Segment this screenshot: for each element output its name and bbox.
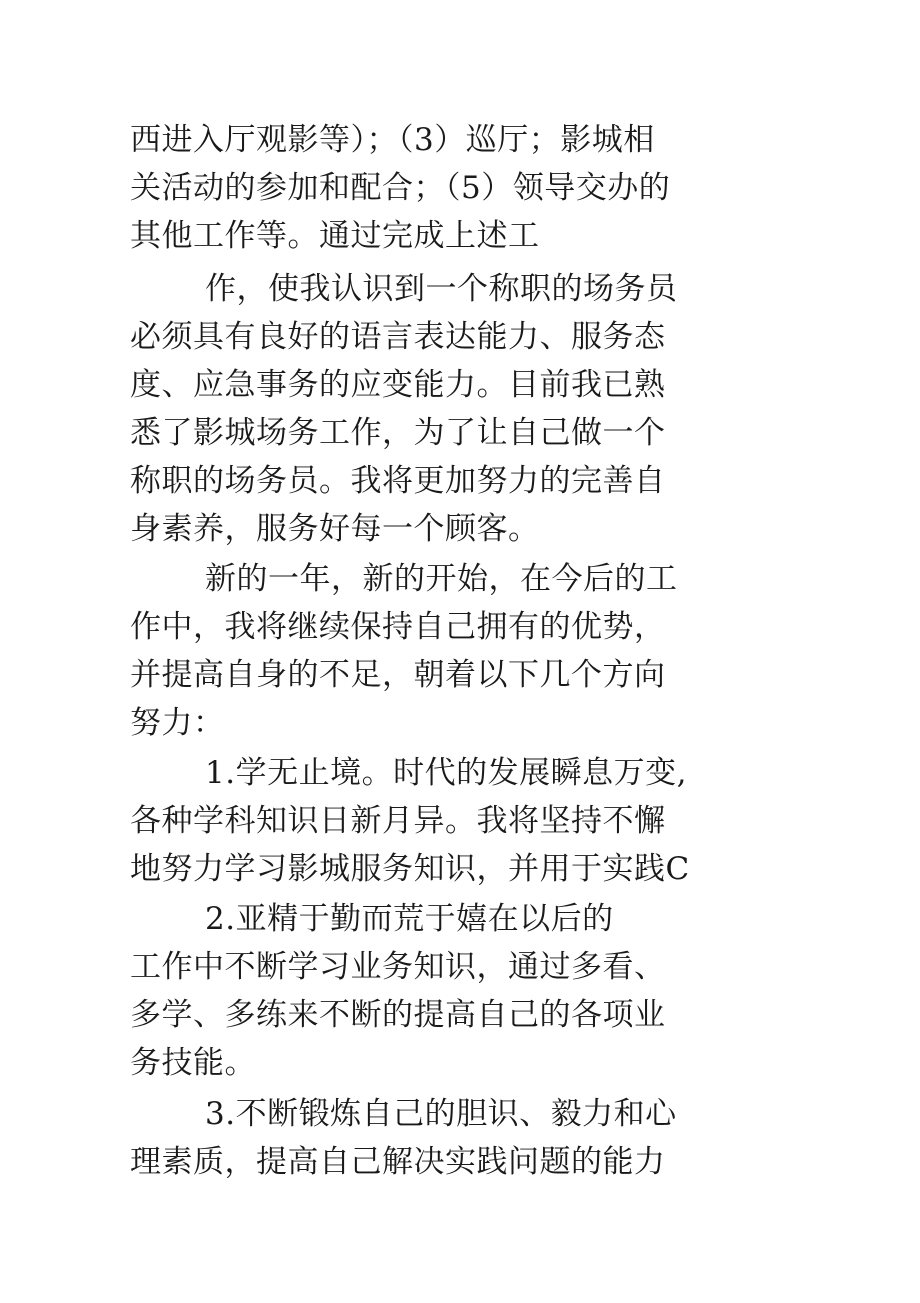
text-line: 各种学科知识日新月异。我将坚持不懈 [130, 803, 666, 839]
text-line: 努力： [130, 705, 225, 741]
text-line: 关活动的参加和配合；（5）领导交办的 [130, 170, 671, 206]
text-line: 称职的场务员。我将更加努力的完善自 [130, 463, 666, 499]
text-line: 地努力学习影城服务知识，并用于实践C [130, 851, 690, 887]
text-line: 度、应急事务的应变能力。目前我已熟 [130, 367, 666, 403]
list-item-2-line: 2.亚精于勤而荒于嬉在以后的 [205, 901, 614, 937]
text-line: 悉了影城场务工作，为了让自己做一个 [130, 415, 666, 451]
text-line: 并提高自身的不足，朝着以下几个方向 [130, 657, 666, 693]
text-line: 身素养，服务好每一个顾客。 [130, 511, 540, 547]
list-item-1-line: 1.学无止境。时代的发展瞬息万变, [205, 755, 687, 791]
list-item-3-line: 3.不断锻炼自己的胆识、毅力和心 [205, 1096, 677, 1132]
text-line: 必须具有良好的语言表达能力、服务态 [130, 319, 666, 355]
text-line: 理素质，提高自己解决实践问题的能力 [130, 1144, 666, 1180]
paragraph-start-line: 新的一年，新的开始，在今后的工 [205, 561, 678, 597]
text-line: 务技能。 [130, 1045, 256, 1081]
paragraph-start-line: 作，使我认识到一个称职的场务员 [205, 271, 678, 307]
text-line: 作中，我将继续保持自己拥有的优势， [130, 609, 666, 645]
text-line: 西进入厅观影等）；（3）巡厅；影城相 [130, 122, 655, 158]
text-line: 多学、多练来不断的提高自己的各项业 [130, 997, 666, 1033]
text-line: 其他工作等。通过完成上述工 [130, 218, 540, 254]
text-line: 工作中不断学习业务知识，通过多看、 [130, 949, 666, 985]
